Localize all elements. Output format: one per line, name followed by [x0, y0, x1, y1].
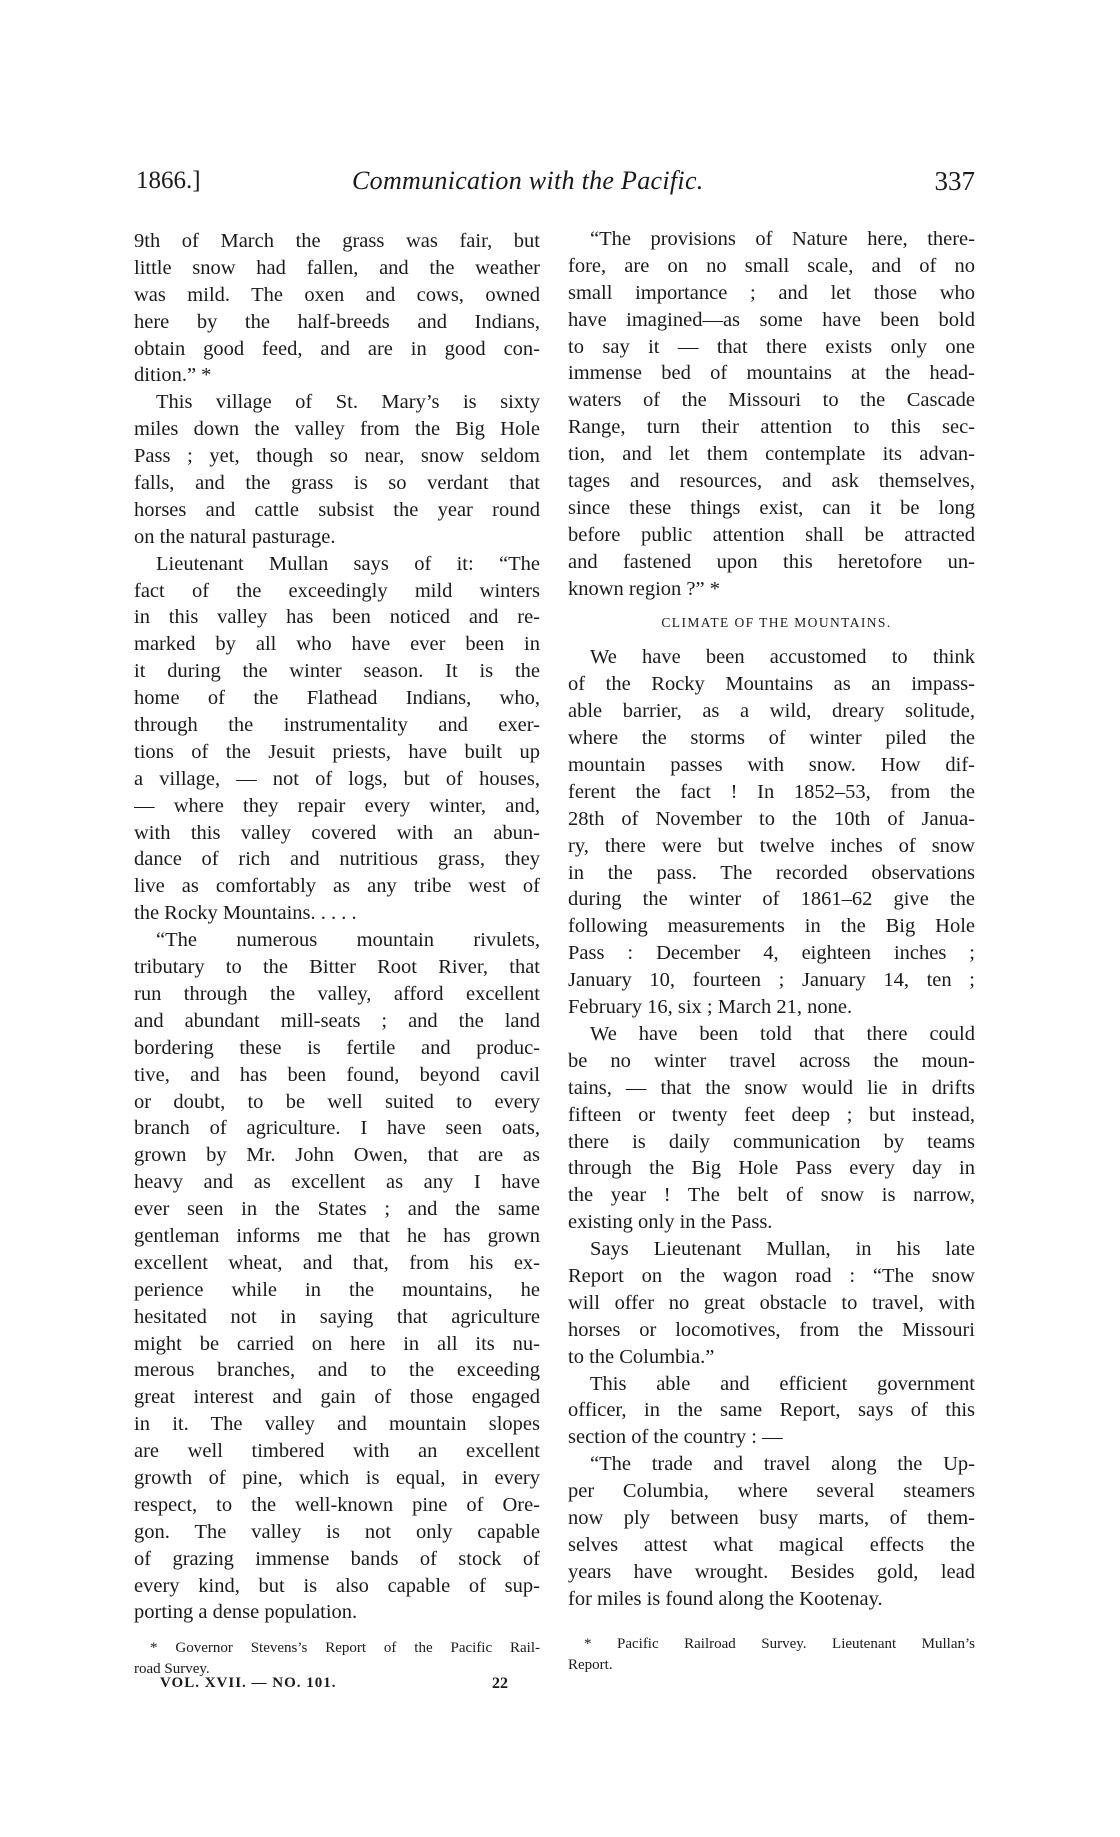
text-line: tages and resources, and ask themselves, — [568, 470, 975, 493]
text-line: in it. The valley and mountain slopes — [134, 1413, 540, 1436]
text-line: Report. — [568, 1657, 613, 1673]
text-line: Pass : December 4, eighteen inches ; — [568, 942, 975, 965]
text-line: tions of the Jesuit priests, have built up — [134, 740, 540, 763]
text-line: hesitated not in saying that agriculture — [134, 1305, 540, 1328]
text-line: ferent the fact ! In 1852–53, from the — [568, 780, 975, 803]
text-line: fore, are on no small scale, and of no — [568, 254, 975, 277]
text-line: January 10, fourteen ; January 14, ten ; — [568, 969, 975, 992]
text-line: grown by Mr. John Owen, that are as — [134, 1144, 540, 1167]
text-line: We have been told that there could — [590, 1022, 975, 1045]
page-number: 337 — [934, 166, 975, 196]
text-line: growth of pine, which is equal, in every — [134, 1466, 540, 1489]
text-line: perience while in the mountains, he — [134, 1278, 540, 1301]
right-column — [568, 226, 975, 1613]
text-line: marked by all who have ever been in — [134, 633, 540, 656]
signature-volume: VOL. XVII. — NO. 101. — [160, 1675, 337, 1691]
section-heading: CLIMATE OF THE MOUNTAINS. — [661, 615, 892, 631]
text-line: officer, in the same Report, says of this — [568, 1399, 975, 1422]
footnote-right — [568, 1634, 975, 1676]
text-line: in this valley has been noticed and re- — [134, 606, 540, 629]
text-line: since these things exist, can it be long — [568, 496, 975, 519]
right-column-quote — [568, 226, 975, 602]
text-line: respect, to the well-known pine of Ore- — [134, 1493, 540, 1516]
text-line: excellent wheat, and that, from his ex- — [134, 1251, 540, 1274]
text-line: for miles is found along the Kootenay. — [568, 1587, 883, 1610]
text-line: through the instrumentality and exer- — [134, 714, 540, 737]
text-line: to say it — that there exists only one — [568, 335, 975, 358]
text-line: following measurements in the Big Hole — [568, 915, 975, 938]
text-line: tributary to the Bitter Root River, that — [134, 956, 540, 979]
text-line: February 16, six ; March 21, none. — [568, 996, 853, 1019]
text-line: small importance ; and let those who — [568, 281, 975, 304]
text-line: Pass ; yet, though so near, snow seldom — [134, 445, 540, 468]
text-line: have imagined—as some have been bold — [568, 308, 975, 331]
text-line: tains, — that the snow would lie in drifts — [568, 1076, 975, 1099]
text-line: and abundant mill-seats ; and the land — [134, 1009, 540, 1032]
text-line: Report on the wagon road : “The snow — [568, 1264, 975, 1287]
text-line: dance of rich and nutritious grass, they — [134, 848, 540, 871]
text-line: merous branches, and to the exceeding — [134, 1359, 540, 1382]
text-line: immense bed of mountains at the head- — [568, 362, 975, 385]
left-column — [134, 228, 540, 1626]
text-line: live as comfortably as any tribe west of — [134, 875, 540, 898]
text-line: known region ?” * — [568, 577, 720, 600]
text-line: * Governor Stevens’s Report of the Pacific Rail- — [150, 1640, 540, 1656]
text-line: horses or locomotives, from the Missouri — [568, 1318, 975, 1341]
text-line: “The numerous mountain rivulets, — [156, 929, 540, 952]
text-line: existing only in the Pass. — [568, 1211, 773, 1234]
text-line: This able and efficient government — [590, 1372, 975, 1395]
text-line: Says Lieutenant Mullan, in his late — [590, 1238, 975, 1261]
text-line: it during the winter season. It is the — [134, 660, 540, 683]
text-line: porting a dense population. — [134, 1601, 358, 1624]
text-line: are well timbered with an excellent — [134, 1440, 540, 1463]
text-line: during the winter of 1861–62 give the — [568, 888, 975, 911]
text-line: and fastened upon this heretofore un- — [568, 550, 975, 573]
text-line: through the Big Hole Pass every day in — [568, 1157, 975, 1180]
text-line: fact of the exceedingly mild winters — [134, 579, 540, 602]
text-line: little snow had fallen, and the weather — [134, 256, 540, 279]
text-line: gentleman informs me that he has grown — [134, 1224, 540, 1247]
text-line: selves attest what magical effects the — [568, 1533, 975, 1556]
text-line: now ply between busy marts, of them- — [568, 1506, 975, 1529]
text-line: This village of St. Mary’s is sixty — [156, 391, 540, 414]
text-line: branch of agriculture. I have seen oats, — [134, 1117, 540, 1140]
text-line: Range, turn their attention to this sec- — [568, 416, 975, 439]
text-line: every kind, but is also capable of sup- — [134, 1574, 540, 1597]
text-line: a village, — not of logs, but of houses, — [134, 767, 540, 790]
text-line: the year ! The belt of snow is narrow, — [568, 1184, 975, 1207]
text-line: in the pass. The recorded observations — [568, 861, 975, 884]
text-line: bordering these is fertile and produc- — [134, 1036, 540, 1059]
text-line: heavy and as excellent as any I have — [134, 1171, 540, 1194]
right-column-climate-text — [568, 644, 975, 1612]
text-line: home of the Flathead Indians, who, — [134, 687, 540, 710]
text-line: We have been accustomed to think — [590, 646, 975, 669]
text-line: or doubt, to be well suited to every — [134, 1090, 540, 1113]
text-line: fifteen or twenty feet deep ; but instead, — [568, 1103, 975, 1126]
text-line: tion, and let them contemplate its advan- — [568, 443, 975, 466]
text-line: horses and cattle subsist the year round — [134, 498, 540, 521]
text-line: on the natural pasturage. — [134, 525, 336, 548]
text-line: “The trade and travel along the Up- — [590, 1453, 975, 1476]
text-line: to the Columbia.” — [568, 1345, 715, 1368]
text-line: dition.” * — [134, 364, 212, 387]
text-line: “The provisions of Nature here, there- — [590, 228, 975, 250]
text-line: * Pacific Railroad Survey. Lieutenant Mullan’s — [584, 1636, 975, 1652]
text-line: road Survey. — [134, 1661, 210, 1677]
text-line: waters of the Missouri to the Cascade — [568, 389, 975, 412]
text-line: 9th of March the grass was fair, but — [134, 230, 540, 252]
text-line: obtain good feed, and are in good con- — [134, 337, 540, 360]
text-line: 28th of November to the 10th of Janua- — [568, 807, 975, 830]
text-line: tive, and has been found, beyond cavil — [134, 1063, 540, 1086]
text-line: Lieutenant Mullan says of it: “The — [156, 552, 540, 575]
text-line: of grazing immense bands of stock of — [134, 1547, 540, 1570]
text-line: there is daily communication by teams — [568, 1130, 975, 1153]
running-head-year: 1866.] — [136, 167, 201, 194]
text-line: here by the half-breeds and Indians, — [134, 310, 540, 333]
footnote-left — [134, 1638, 540, 1680]
text-line: ever seen in the States ; and the same — [134, 1198, 540, 1221]
text-line: great interest and gain of those engaged — [134, 1386, 540, 1409]
text-line: per Columbia, where several steamers — [568, 1480, 975, 1503]
text-line: with this valley covered with an abun- — [134, 821, 540, 844]
text-line: before public attention shall be attracted — [568, 523, 975, 546]
running-head-title: Communication with the Pacific. — [352, 166, 704, 195]
text-line: the Rocky Mountains. . . . . — [134, 902, 357, 925]
text-line: might be carried on here in all its nu- — [134, 1332, 540, 1355]
text-line: where the storms of winter piled the — [568, 727, 975, 750]
text-line: — where they repair every winter, and, — [134, 794, 540, 817]
text-line: years have wrought. Besides gold, lead — [568, 1560, 975, 1583]
text-line: able barrier, as a wild, dreary solitude, — [568, 700, 975, 723]
text-line: miles down the valley from the Big Hole — [134, 418, 540, 441]
text-line: gon. The valley is not only capable — [134, 1520, 540, 1543]
text-line: was mild. The oxen and cows, owned — [134, 283, 540, 306]
text-line: mountain passes with snow. How dif- — [568, 754, 975, 777]
text-line: falls, and the grass is so verdant that — [134, 472, 540, 495]
text-line: be no winter travel across the moun- — [568, 1049, 975, 1072]
text-line: of the Rocky Mountains as an impass- — [568, 673, 975, 696]
text-line: run through the valley, afford excellent — [134, 982, 540, 1005]
text-line: will offer no great obstacle to travel, with — [568, 1291, 975, 1314]
text-line: section of the country : — — [568, 1426, 783, 1449]
text-line: ry, there were but twelve inches of snow — [568, 834, 975, 857]
signature-sheet-number: 22 — [492, 1675, 508, 1692]
